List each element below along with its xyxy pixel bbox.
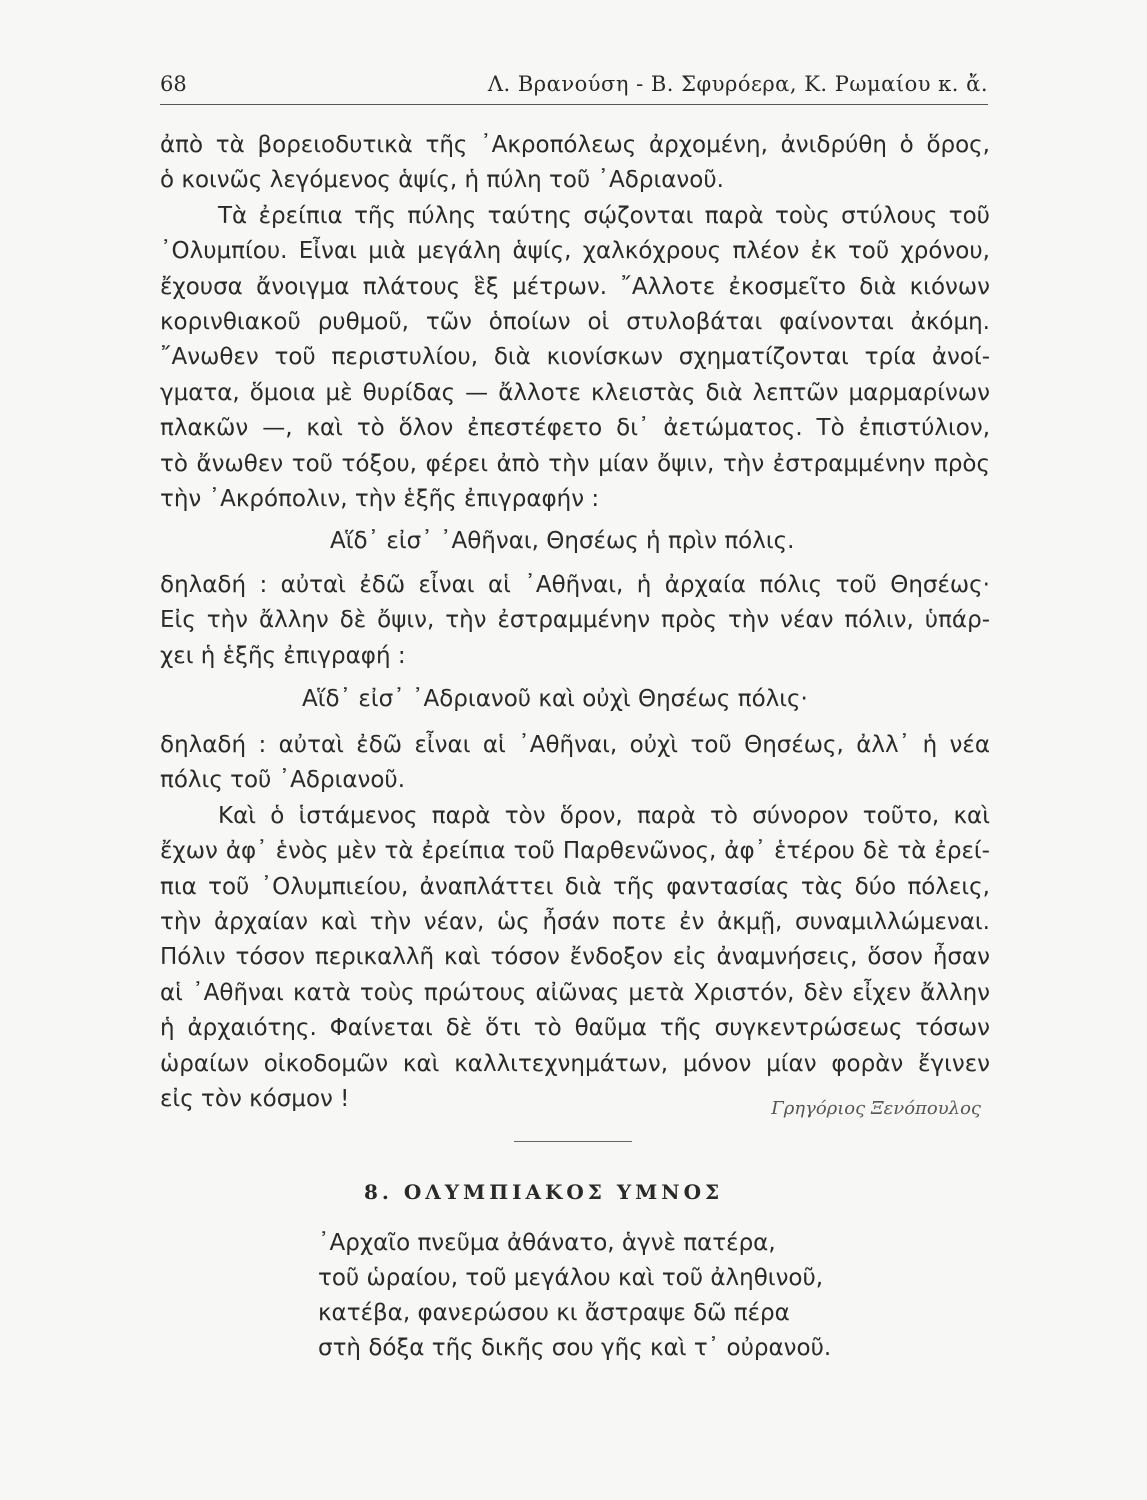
header-rule	[160, 104, 988, 105]
text-line: τὴν ἀρχαίαν καὶ τὴν νέαν, ὡς ἦσάν ποτε ἐν ἀκμῇ, συναμιλλώμεναι.	[160, 908, 990, 935]
text-line: ᾿Ολυμπίου. Εἶναι μιὰ μεγάλη ἁψίς, χαλκόχρους πλέον ἐκ τοῦ χρόνου,	[160, 238, 990, 265]
poem-line: κατέβα, φανερώσου κι ἄστραψε δῶ πέρα	[318, 1300, 790, 1326]
poem-line: τοῦ ὡραίου, τοῦ μεγάλου καὶ τοῦ ἀληθινοῦ,	[318, 1265, 824, 1291]
text-line: ἔχουσα ἄνοιγμα πλάτους ἓξ μέτρων. ῎Αλλοτε ἐκοσμεῖτο διὰ κιόνων	[160, 273, 990, 300]
inscription-1: Αἵδ᾿ εἰσ᾿ ᾿Αθῆναι, Θησέως ἡ πρὶν πόλις.	[330, 528, 795, 554]
paragraph-block-1	[160, 128, 990, 517]
inscription-2: Αἵδ᾿ εἰσ᾿ ᾿Αδριανοῦ καὶ οὐχὶ Θησέως πόλις·	[302, 686, 808, 712]
text-line: δηλαδή : αὐταὶ ἐδῶ εἶναι αἱ ᾿Αθῆναι, οὐχὶ τοῦ Θησέως, ἀλλ᾿ ἡ νέα	[160, 732, 990, 758]
text-line: εἰς τὸν κόσμον !	[160, 1085, 350, 1112]
section-separator	[514, 1141, 632, 1142]
text-line: Καὶ ὁ ἱστάμενος παρὰ τὸν ὅρον, παρὰ τὸ σύνορον τοῦτο, καὶ	[218, 802, 990, 829]
text-line: Τὰ ἐρείπια τῆς πύλης ταύτης σῴζονται παρὰ τοὺς στύλους τοῦ	[218, 202, 990, 229]
text-line: Εἰς τὴν ἄλλην δὲ ὄψιν, τὴν ἐστραμμένην πρὸς τὴν νέαν πόλιν, ὑπάρ-	[160, 607, 990, 634]
text-line: πλακῶν —, καὶ τὸ ὅλον ἐπεστέφετο δι᾿ ἀετώματος. Τὸ ἐπιστύλιον,	[160, 415, 990, 442]
text-line: τὴν ᾿Ακρόπολιν, τὴν ἑξῆς ἐπιγραφήν :	[160, 485, 600, 512]
text-line: ἡ ἀρχαιότης. Φαίνεται δὲ ὅτι τὸ θαῦμα τῆς συγκεντρώσεως τόσων	[160, 1015, 990, 1042]
poem-line: στὴ δόξα τῆς δικῆς σου γῆς καὶ τ᾿ οὐρανοῦ.	[318, 1335, 832, 1361]
text-line: Πόλιν τόσον περικαλλῆ καὶ τόσον ἔνδοξον εἰς ἀναμνήσεις, ὅσον ἦσαν	[160, 944, 990, 971]
paragraph-block-2	[160, 568, 990, 674]
text-line: δηλαδή : αὐταὶ ἐδῶ εἶναι αἱ ᾿Αθῆναι, ἡ ἀρχαία πόλις τοῦ Θησέως·	[160, 572, 990, 598]
paragraph-block-3	[160, 728, 990, 1117]
text-line: ὁ κοινῶς λεγόμενος ἁψίς, ἡ πύλη τοῦ ᾿Αδριανοῦ.	[160, 167, 724, 194]
text-line: ὡραίων οἰκοδομῶν καὶ καλλιτεχνημάτων, μόνον μίαν φορὰν ἔγινεν	[160, 1050, 990, 1077]
running-head: Λ. Βρανούση - Β. Σφυρόερα, Κ. Ρωμαίου κ. ἄ.	[487, 72, 988, 96]
text-line: χει ἡ ἑξῆς ἐπιγραφή :	[160, 642, 406, 669]
page-number: 68	[160, 72, 187, 96]
text-line: γματα, ὅμοια μὲ θυρίδας — ἄλλοτε κλειστὰς διὰ λεπτῶν μαρμαρίνων	[160, 379, 990, 406]
text-line: αἱ ᾿Αθῆναι κατὰ τοὺς πρώτους αἰῶνας μετὰ Χριστόν, δὲν εἶχεν ἄλλην	[160, 979, 990, 1006]
text-line: πόλις τοῦ ᾿Αδριανοῦ.	[160, 767, 406, 794]
text-line: ἔχων ἀφ᾿ ἑνὸς μὲν τὰ ἐρείπια τοῦ Παρθενῶνος, ἀφ᾿ ἑτέρου δὲ τὰ ἐρεί-	[160, 838, 990, 865]
poem	[318, 1226, 831, 1366]
text-line: πια τοῦ ᾿Ολυμπιείου, ἀναπλάττει διὰ τῆς φαντασίας τὰς δύο πόλεις,	[160, 873, 990, 900]
author-signature: Γρηγόριος Ξενόπουλος	[771, 1098, 981, 1119]
text-line: κορινθιακοῦ ρυθμοῦ, τῶν ὁποίων οἱ στυλοβάται φαίνονται ἀκόμη.	[160, 308, 990, 335]
poem-line: ᾿Αρχαῖο πνεῦμα ἀθάνατο, ἁγνὲ πατέρα,	[318, 1230, 776, 1256]
text-line: ἀπὸ τὰ βορειοδυτικὰ τῆς ᾿Ακροπόλεως ἀρχομένη, ἀνιδρύθη ὁ ὅρος,	[160, 132, 990, 158]
section-title: 8. ΟΛΥΜΠΙΑΚΟΣ ΥΜΝΟΣ	[364, 1180, 724, 1204]
text-line: ῎Ανωθεν τοῦ περιστυλίου, διὰ κιονίσκων σχηματίζονται τρία ἀνοί-	[160, 344, 990, 371]
page-header	[160, 66, 988, 98]
text-line: τὸ ἄνωθεν τοῦ τόξου, φέρει ἀπὸ τὴν μίαν ὄψιν, τὴν ἐστραμμένην πρὸς	[160, 450, 990, 477]
